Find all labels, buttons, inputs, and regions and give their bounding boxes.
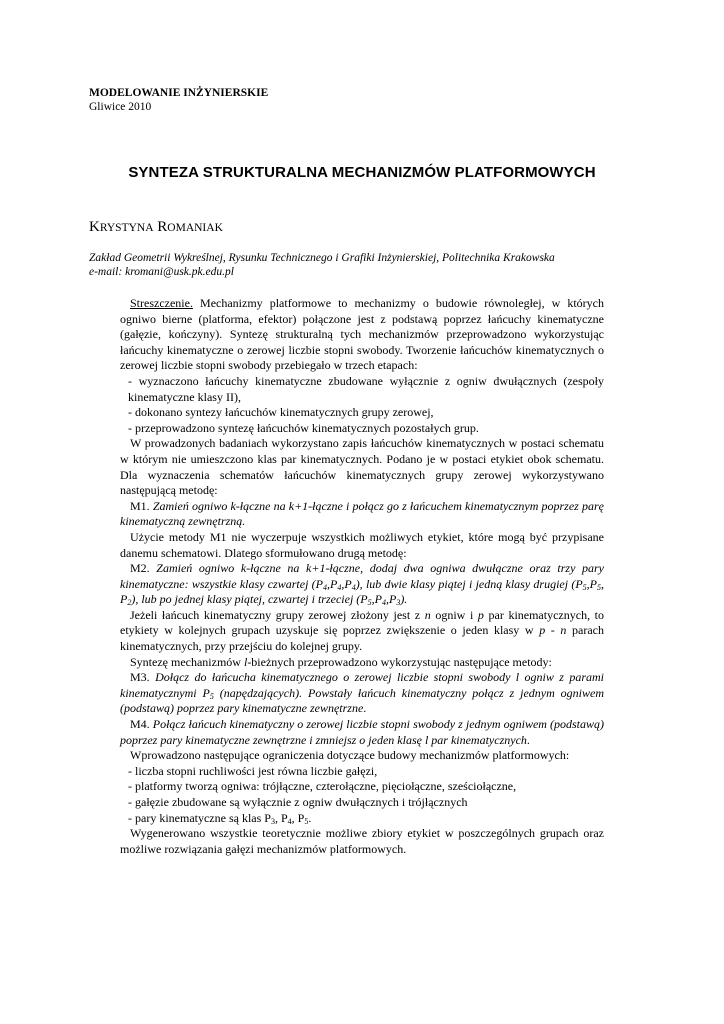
author-first-initial: K bbox=[89, 219, 100, 235]
m3-part-a: Dołącz do łańcucha kinematycznego o zerowej liczbie stopni swobody l ogniw z parami kinematycznymi P bbox=[120, 670, 604, 700]
abstract-p6: Wprowadzono następujące ograniczenia dotyczące budowy mechanizmów platformowych: bbox=[130, 748, 570, 763]
m2-sym: P bbox=[388, 592, 397, 607]
m2-sub: 5 bbox=[597, 582, 602, 592]
author-name bbox=[89, 219, 223, 236]
author-last-initial: R bbox=[157, 219, 168, 235]
m2-sub: 3 bbox=[396, 598, 401, 608]
r4-text: - pary kinematyczne są klas P bbox=[128, 810, 271, 825]
stage-1: - wyznaczono łańcuchy kinematyczne zbudowane wyłącznie z ogniw dwułącznych (zespoły kinematyczne klasy II), bbox=[128, 373, 604, 404]
p5-part-a: Syntezę mechanizmów bbox=[130, 654, 241, 669]
m2-sub: 4 bbox=[337, 582, 342, 592]
stage-3: - przeprowadzono syntezę łańcuchów kinematycznych pozostałych grup. bbox=[128, 420, 479, 435]
m3-part-b: (napędzających). Powstały łańcuch kinematyczny połącz z jednym ogniwem (podstawą) poprzez pary kinematyczne zewnętrzne bbox=[120, 685, 605, 716]
abstract-p1 bbox=[120, 296, 604, 374]
abstract-label: Streszczenie. bbox=[130, 296, 193, 310]
p5-part-b: -bieżnych przeprowadzono wykorzystując następujące metody: bbox=[247, 654, 552, 669]
m2-part-a: Zamień ogniwo k-łączne na k+1-łączne, dodaj dwa ogniwa dwułączne oraz trzy pary kinematyczne: wszystkie klasy czwartej (P bbox=[120, 561, 604, 591]
paper-title: SYNTEZA STRUKTURALNA MECHANIZMÓW PLATFORMOWYCH bbox=[128, 164, 596, 181]
var-l: l bbox=[243, 654, 248, 669]
m2-sym: P bbox=[589, 576, 598, 591]
m4-text: Połącz łańcuch kinematyczny o zerowej liczbie stopni swobody z jednym ogniwem (podstawą) poprzez pary kinematyczne zewnętrzne i zmniejsz o jeden klasę l par kinematycznych bbox=[120, 717, 605, 747]
m2-sep: , bbox=[341, 576, 345, 591]
p4-expr: p - n bbox=[539, 623, 567, 638]
abstract-p3: Użycie metody M1 nie wyczerpuje wszystkich możliwych etykiet, które mogą być przypisane danemu schematowi. Dlatego sformułowano drugą metodę: bbox=[120, 529, 604, 560]
abstract-p7: Wygenerowano wszystkie teoretycznie możliwe zbiory etykiet w poszczególnych grupach oraz możliwe rozwiązania gałęzi mechanizmów platformowych. bbox=[120, 826, 604, 856]
abstract bbox=[120, 296, 604, 857]
r4-sym: P bbox=[280, 810, 288, 825]
m3-label: M3. bbox=[130, 670, 150, 685]
var-p: p bbox=[477, 607, 484, 622]
m2-sep: , bbox=[371, 592, 375, 607]
p4-part-b: ogniw i bbox=[435, 607, 474, 622]
author-last-rest: OMANIAK bbox=[167, 222, 223, 234]
m2-sep: , bbox=[385, 592, 389, 607]
r4-sep: , bbox=[291, 810, 295, 825]
p4-part-c: par kinematycznych, to etykiety w kolejnych grupach uzyskuje się poprzez zwiększenie o jeden klasy w bbox=[120, 607, 605, 638]
r4-sym: P bbox=[297, 810, 305, 825]
m2-sub: 5 bbox=[582, 582, 587, 592]
m2-part-c: ), lub po jednej klasy piątej, czwartej i trzeciej (P bbox=[131, 592, 368, 607]
p4-part-d: parach kinematycznych, przy przejściu do kolejnej grupy. bbox=[120, 623, 604, 654]
m3-text bbox=[120, 670, 604, 715]
r4-sub: 5 bbox=[304, 816, 309, 826]
abstract-p1-text: Mechanizmy platformowe to mechanizmy o budowie równoległej, w których ogniwo bierne (platforma, efektor) połączone jest z podstawą poprzez łańcuchy kinematyczne (gałęzie, kończyny). Syntezę strukturalną tych mechanizmów przeprowadzono wykorzystując łańcuchy kinematyczne o zerowej liczbie stopni swobody. Tworzenie łańcuchów kinematycznych o zerowej liczbie stopni swobody przebiegało w trzech etapach: bbox=[120, 296, 605, 373]
affiliation-email: e-mail: kromani@usk.pk.edu.pl bbox=[89, 266, 234, 278]
m2-sym: P bbox=[374, 592, 382, 607]
restriction-3: - gałęzie zbudowane są wyłącznie z ogniw dwułącznych i trójłącznych bbox=[128, 795, 468, 809]
m2-sep: , bbox=[327, 576, 330, 591]
m3-sub: 5 bbox=[209, 691, 214, 701]
abstract-p5 bbox=[120, 655, 604, 671]
m2-text bbox=[120, 561, 604, 606]
stage-2: - dokonano syntezy łańcuchów kinematycznych grupy zerowej, bbox=[128, 405, 434, 420]
abstract-p4 bbox=[120, 608, 604, 655]
m2-label: M2. bbox=[130, 561, 150, 576]
journal-header bbox=[89, 86, 268, 114]
author-first-rest: RYSTYNA bbox=[99, 222, 154, 234]
m4-dot: . bbox=[526, 732, 530, 747]
p4-part-a: Jeżeli łańcuch kinematyczny grupy zerowej złożony jest z bbox=[130, 607, 421, 622]
method-m4 bbox=[120, 717, 604, 748]
m2-part-b: ), lub dwie klasy piątej i jedną klasy drugiej (P bbox=[355, 576, 583, 591]
m2-sub: 4 bbox=[323, 582, 327, 592]
m2-sub: 2 bbox=[127, 598, 132, 608]
r4-dot: . bbox=[308, 810, 312, 825]
method-m3 bbox=[120, 670, 604, 717]
method-m1 bbox=[120, 499, 604, 530]
m1-label: M1. bbox=[130, 498, 150, 513]
m2-part-d: ). bbox=[400, 592, 408, 607]
affiliation-line: Zakład Geometrii Wykreślnej, Rysunku Technicznego i Grafiki Inżynierskiej, Politechnika Krakowska bbox=[89, 252, 555, 264]
m2-sym: P bbox=[330, 576, 338, 591]
r4-sub: 3 bbox=[270, 816, 275, 826]
m1-text: Zamień ogniwo k-łączne na k+1-łączne i połącz go z łańcuchem kinematycznym poprzez parę kinematyczną zewnętrzną. bbox=[120, 498, 604, 529]
m2-sym: P bbox=[120, 592, 128, 607]
m2-sep: , bbox=[586, 576, 590, 591]
method-m2 bbox=[120, 561, 604, 608]
abstract-p2: W prowadzonych badaniach wykorzystano zapis łańcuchów kinematycznych w postaci schematu w którym nie umieszczono klas par kinematycznych. Podano je w postaci etykiet obok schematu. Dla wyznaczenia schematów łańcuchów kinematycznych grupy zerowej wykorzystywano następującą metodę: bbox=[120, 436, 604, 498]
m2-sub: 4 bbox=[351, 582, 356, 592]
m4-label: M4. bbox=[130, 717, 150, 732]
m2-sep: , bbox=[601, 576, 605, 591]
m2-sym: P bbox=[344, 576, 352, 591]
affiliation bbox=[89, 251, 555, 279]
m2-sub: 5 bbox=[367, 598, 372, 608]
m3-dot: . bbox=[363, 701, 367, 716]
restriction-2: - platformy tworzą ogniwa: trójłączne, czterołączne, pięciołączne, sześciołączne, bbox=[128, 779, 517, 794]
journal-place-year: Gliwice 2010 bbox=[89, 101, 152, 113]
journal-name: MODELOWANIE INŻYNIERSKIE bbox=[89, 87, 269, 99]
restriction-1: - liczba stopni ruchliwości jest równa liczbie gałęzi, bbox=[128, 763, 378, 778]
m2-sub: 4 bbox=[381, 598, 386, 608]
r4-sep: , bbox=[274, 810, 278, 825]
var-n: n bbox=[424, 607, 431, 622]
r4-sub: 4 bbox=[287, 816, 292, 826]
restriction-4 bbox=[120, 811, 604, 827]
